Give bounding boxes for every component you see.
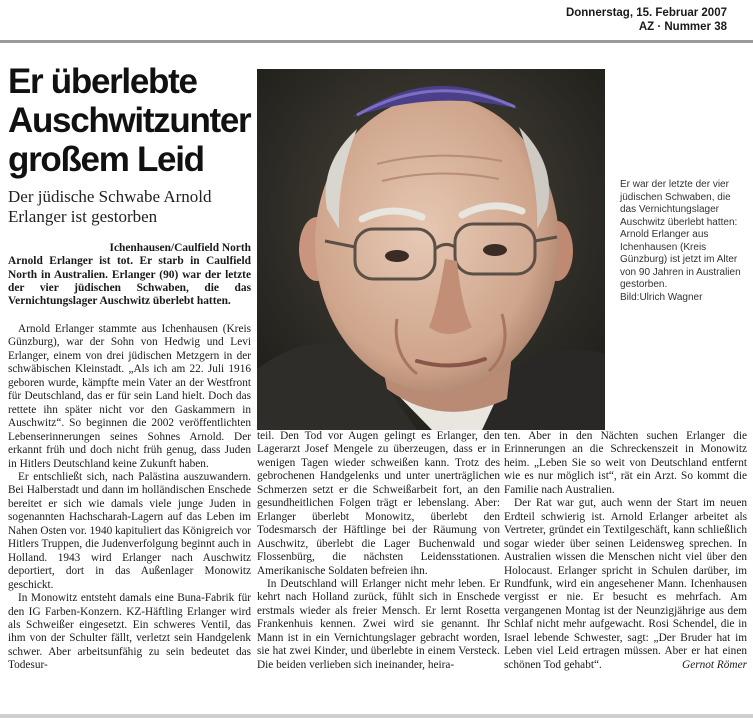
- bottom-rule: [0, 714, 753, 718]
- masthead: [566, 6, 727, 34]
- caption-text: Er war der letzte der vier jüdischen Schwaben, die das Vernichtungslager Auschwitz überlebt hatten: Arnold Erlanger aus Ichenhausen (Kreis Günzburg) ist jetzt im Alter von 90 Jahren in Australien gestorben.: [620, 179, 741, 290]
- column-2: [257, 430, 500, 672]
- paragraph: ten. Aber in den Nächten suchen Erlanger die Erinnerungen an die Schreckenszeit in Monowitz heim. „Leben Sie so weit von Deutschland entfernt wie es nur möglich ist“, rät ein Arzt. So kommt die Familie nach Australien.: [504, 430, 747, 496]
- top-rule: [0, 40, 753, 43]
- subheadline: Der jüdische Schwabe Arnold Erlanger ist gestorben: [8, 187, 212, 226]
- portrait-illustration: [257, 69, 605, 430]
- paragraph: Arnold Erlanger stammte aus Ichenhausen (Kreis Günzburg), war der Sohn von Hedwig und Levi Erlanger, einem von drei jüdischen Metzgern in der schwäbischen Kleinstadt. „Als ich am 22. Juli 1916 geboren wurde, kämpfte mein Vater an der Westfront für Deutschland, das er für sein Land hielt. Doch das rettete ihn später nicht vor den Gaskammern in Auschwitz“. So beginnen die 2002 veröffentlichten Lebenserinnerungen seines Sohnes Arnold. Der erkannt früh und doch nicht früh genug, dass Juden in Hitlers Deutschland keine Zukunft haben.: [8, 323, 251, 470]
- column-3: [504, 430, 747, 672]
- lead-paragraph: [8, 242, 251, 308]
- column-1: [8, 323, 251, 673]
- author-byline: Gernot Römer: [682, 658, 747, 671]
- paragraph-text: Der Rat war gut, auch wenn der Start im neuen Erdteil schwierig ist. Arnold Erlanger arbeitet als Vertreter, gründet ein Textilgeschäft, kann schließlich sogar wieder über seinen Leidensweg sprechen. In Australien wissen die Menschen nicht viel über den Holocaust. Erlanger spricht in Schulen darüber, im Rundfunk, wird ein angesehener Mann. Ichenhausen vergisst er nie. Er besucht es mehrfach. Am vergangenen Montag ist der Neunzigjährige aus dem Schlaf nicht mehr aufgewacht. Rosi Schendel, die in Israel lebende Schwester, sagt: „Der Bruder hat im Leben viel Leid ertragen müssen. Aber er hat einen schönen Tod gehabt“.: [504, 497, 747, 671]
- paragraph: [504, 497, 747, 672]
- headline: Er überlebte Auschwitzunter großem Leid: [8, 62, 251, 179]
- paragraph: teil. Den Tod vor Augen gelingt es Erlanger, den Lagerarzt Josef Mengele zu überzeugen, dass er in wenigen Tagen wieder schweißen kann. Trotz des gebrochenen Handgelenks und unter unerträglichen Schmerzen setzt er die Schweißarbeit fort, an den gesundheitlichen Folgen trägt er lebenslang. Aber: Erlanger überlebt Monowitz, überlebt den Todesmarsch der Häftlinge bei der Räumung von Auschwitz, überlebt die Lager Buchenwald und Flossenbürg, die nächsten Leidensstationen. Amerikanische Soldaten befreien ihn.: [257, 430, 500, 577]
- photo-credit: Bild:Ulrich Wagner: [620, 291, 703, 303]
- paragraph: In Deutschland will Erlanger nicht mehr leben. Er kehrt nach Holland zurück, fühlt sich in Enschede erstmals wieder als freier Mensch. Er lernt Rosetta Frankenhuis kennen. Zwei wird sie genannt. Ihr Mann ist in ein Vernichtungslager gebracht worden, sie hat zwei Kinder, und überlebte in einem Versteck. Die beiden verlieben sich ineinander, heira-: [257, 577, 500, 671]
- issue-number: AZ · Nummer 38: [638, 21, 727, 33]
- lead-text: Arnold Erlanger ist tot. Er starb in Caulfield North in Australien. Erlanger (90) war der letzte der vier jüdischen Schwaben, die das Vernichtungslager Auschwitz überlebt hatten.: [8, 255, 251, 308]
- paragraph: Er entschließt sich, nach Palästina auszuwandern. Bei Halberstadt und dann im holländischen Enschede bereitet er sich wie damals viele junge Juden in sogenannten Hachscharah-Lagern auf das Leben im Nahen Osten vor. 1940 kapituliert das Königreich vor Hitlers Truppen, die Judenverfolgung beginnt auch in Holland. 1943 wird Erlanger nach Auschwitz deportiert, dort in das Außenlager Monowitz geschickt.: [8, 470, 251, 591]
- dateline: Ichenhausen/Caulfield North: [109, 242, 251, 254]
- photo-caption: [620, 179, 746, 304]
- portrait-photo: [257, 69, 605, 430]
- paragraph: In Monowitz entsteht damals eine Buna-Fabrik für den IG Farben-Konzern. KZ-Häftling Erlanger wird als Schweißer eingesetzt. Ein schweres Ventil, das ihm von der Schulter fällt, verletzt sein Handgelenk schwer. Aber arbeitsunfähig zu sein bedeutet das Todesur-: [8, 592, 251, 672]
- issue-date: Donnerstag, 15. Februar 2007: [565, 7, 727, 19]
